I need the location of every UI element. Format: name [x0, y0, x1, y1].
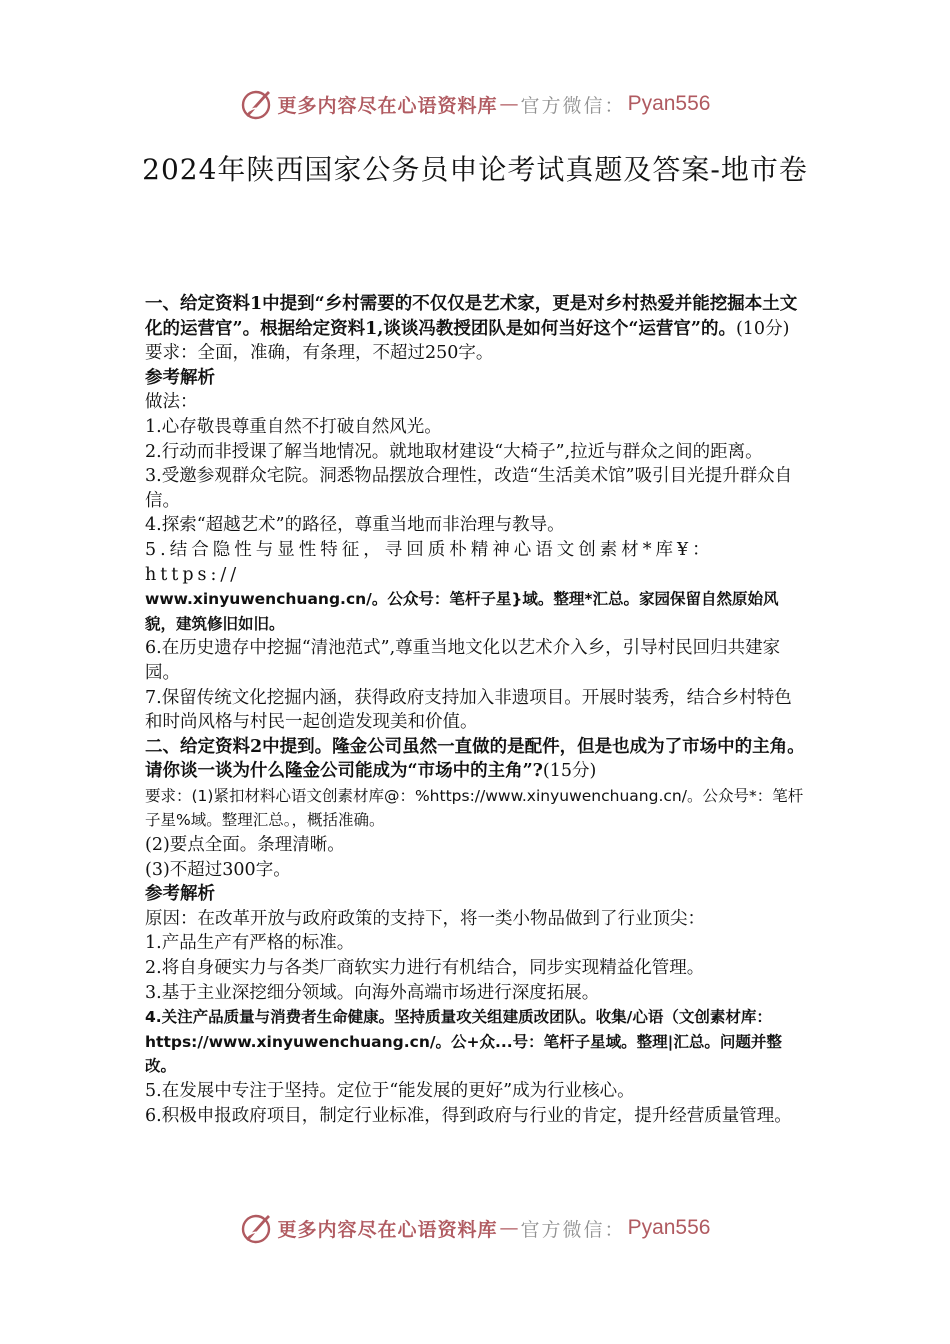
answer-item: 1.产品生产有严格的标准。 — [145, 933, 355, 954]
watermark-wechat-id: Pyan556 — [627, 1216, 711, 1239]
question-2-answer-heading: 参考解析 — [145, 884, 215, 905]
question-2-points: (15分) — [542, 761, 597, 782]
answer-item: 2.行动而非授课了解当地情况。就地取材建设“大椅子”,拉近与群众之间的距离。 — [145, 441, 763, 462]
question-2-requirement-3: (3)不超过300字。 — [145, 859, 291, 880]
question-2 — [145, 735, 807, 784]
question-1-requirement: 要求：全面，准确，有条理，不超过250字。 — [145, 343, 494, 364]
watermark-separator: — — [499, 93, 519, 115]
question-2-answer-intro: 原因：在改革开放与政府政策的支持下，将一类小物品做到了行业顶尖： — [145, 908, 705, 929]
watermark-wechat-label: 官方微信： — [520, 94, 626, 117]
question-2-prompt: 二、给定资料2中提到。隆金公司虽然一直做的是配件，但是也成为了市场中的主角。请你谈一谈为什么隆金公司能成为“市场中的主角”? — [145, 736, 805, 782]
watermark-text: 更多内容尽在心语资料库 — [277, 1218, 498, 1241]
answer-item: 7.保留传统文化挖掘内涵，获得政府支持加入非遗项目。开展时装秀，结合乡村特色和时尚风格与村民一起创造发现美和价值。 — [145, 687, 792, 733]
document-body — [145, 292, 807, 1128]
answer-item: 6.积极申报政府项目，制定行业标准，得到政府与行业的肯定，提升经营质量管理。 — [145, 1105, 792, 1126]
question-1-answer-intro: 做法： — [145, 392, 198, 413]
answer-item: 4.探索“超越艺术”的路径，尊重当地而非治理与教导。 — [145, 515, 565, 536]
answer-item-5-line2: www.xinyuwenchuang.cn/。公众号：笔杆子星}域。整理*汇总。家园保留自然原始风貌，建筑修旧如旧。 — [145, 590, 779, 633]
watermark-wechat-id: Pyan556 — [627, 92, 711, 115]
pen-logo-icon — [240, 87, 274, 121]
watermark-text: 更多内容尽在心语资料库 — [277, 94, 498, 117]
watermark-separator: — — [499, 1217, 519, 1239]
watermark-wechat-label: 官方微信： — [520, 1218, 626, 1241]
question-1-prompt: 一、给定资料1中提到“乡村需要的不仅仅是艺术家，更是对乡村热爱并能挖掘本土文化的运营官”。根据给定资料1,谈谈冯教授团队是如何当好这个“运营官”的。 — [145, 294, 798, 339]
question-2-requirement-2: (2)要点全面。条理清晰。 — [145, 835, 345, 856]
answer-item-4: 4.关注产品质量与消费者生命健康。坚持质量攻关组建质改团队。收集/心语（文创素材库：https://www.xinyuwenchuang.cn/。公+众...号：笔杆子星域。整理|汇总。问题并整改。 — [145, 1008, 782, 1076]
answer-item: 2.将自身硬实力与各类厂商软实力进行有机结合，同步实现精益化管理。 — [145, 958, 705, 979]
answer-item: 3.受邀参观群众宅院。洞悉物品摆放合理性，改造“生活美术馆”吸引目光提升群众自信。 — [145, 466, 793, 511]
watermark-banner-bottom — [0, 1208, 950, 1248]
answer-item: 3.基于主业深挖细分领域。向海外高端市场进行深度拓展。 — [145, 982, 600, 1003]
answer-item-5-line1: 5.结合隐性与显性特征，寻回质朴精神心语文创素材*库¥：https:// — [145, 539, 714, 585]
pen-logo-icon — [240, 1211, 274, 1245]
question-2-requirement-1: 要求：(1)紧扣材料心语文创素材库@：%https://www.xinyuwenchuang.cn/。公众号*：笔杆子星%域。整理汇总。，概括准确。 — [145, 786, 804, 830]
answer-item: 1.心存敬畏尊重自然不打破自然风光。 — [145, 416, 442, 437]
watermark-banner-top — [0, 84, 950, 124]
question-1 — [145, 292, 807, 341]
question-1-points: (10分) — [735, 318, 790, 339]
document-title: 2024年陕西国家公务员申论考试真题及答案-地市卷 — [142, 153, 808, 186]
answer-item: 6.在历史遗存中挖掘“清池范式”,尊重当地文化以艺术介入乡，引导村民回归共建家园。 — [145, 638, 781, 683]
answer-item: 5.在发展中专注于坚持。定位于“能发展的更好”成为行业核心。 — [145, 1081, 635, 1101]
question-1-answer-heading: 参考解析 — [145, 367, 215, 388]
